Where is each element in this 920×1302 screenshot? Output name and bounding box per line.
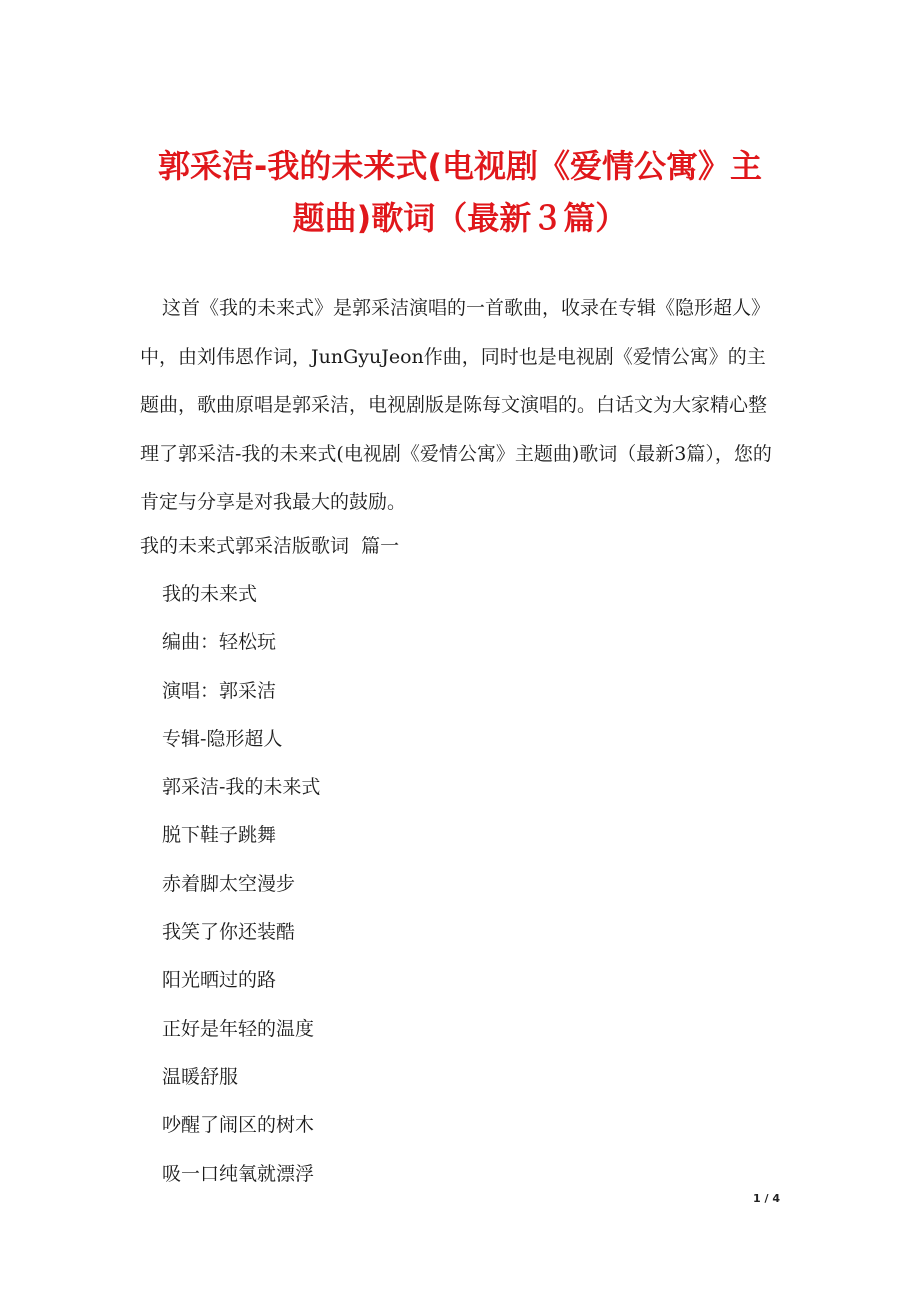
page-number: 1 / 4 (753, 1192, 780, 1205)
lyric-line: 阳光晒过的路 (162, 969, 277, 992)
lyric-line: 演唱：郭采洁 (162, 679, 277, 702)
lyric-line: 我的未来式 (162, 583, 258, 605)
lyric-line: 吵醒了闹区的树木 (162, 1114, 315, 1137)
lyric-line: 温暖舒服 (162, 1065, 239, 1088)
lyric-line: 脱下鞋子跳舞 (162, 824, 277, 847)
lyric-line: 编曲：轻松玩 (162, 631, 277, 654)
document-title (130, 140, 790, 244)
intro-paragraph: 这首《我的未来式》是郭采洁演唱的一首歌曲，收录在专辑《隐形超人》中，由刘伟恩作词，JunGyuJeon作曲，同时也是电视剧《爱情公寓》的主题曲，歌曲原唱是郭采洁，电视剧版是陈每文演唱的。白话文为大家精心整理了郭采洁-我的未来式(电视剧《爱情公寓》主题曲)歌词（最新3篇），您的肯定与分享是对我最大的鼓励。 (140, 297, 772, 514)
lyric-line: 正好是年轻的温度 (162, 1017, 315, 1040)
lyric-line: 郭采洁-我的未来式 (162, 776, 321, 799)
lyrics-list (162, 570, 320, 1198)
lyric-line: 我笑了你还装酷 (162, 921, 296, 944)
lyric-line: 专辑-隐形超人 (162, 727, 283, 750)
title-line-1: 郭采洁-我的未来式(电视剧《爱情公寓》主 (158, 147, 762, 185)
title-line-2: 题曲)歌词（最新３篇） (292, 199, 628, 237)
lyric-line: 赤着脚太空漫步 (162, 872, 296, 895)
lyric-line: 吸一口纯氧就漂浮 (162, 1162, 315, 1185)
section-heading: 我的未来式郭采洁版歌词 篇一 (140, 535, 400, 557)
